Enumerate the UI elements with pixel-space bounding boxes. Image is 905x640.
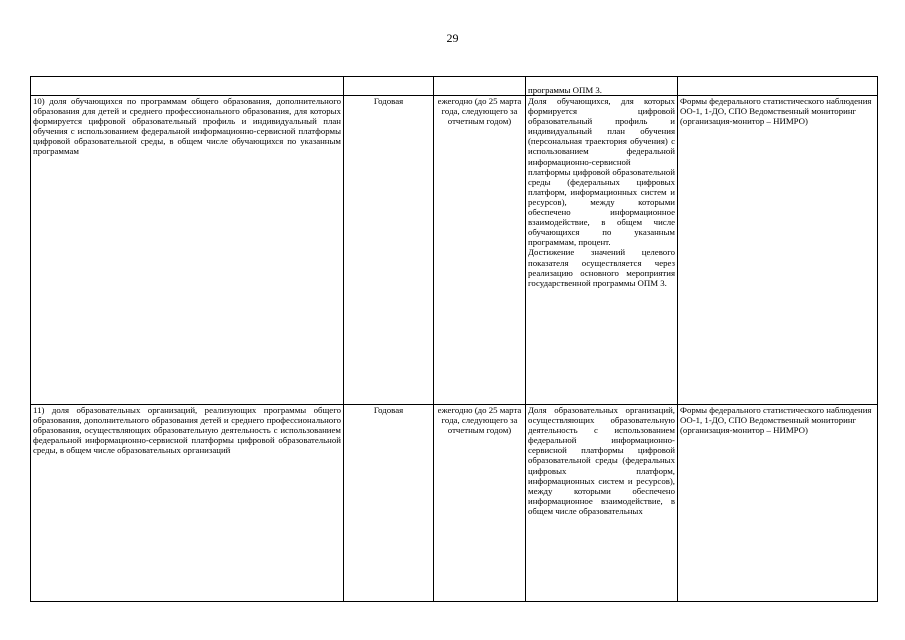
source-cell	[678, 77, 878, 96]
indicators-table	[30, 76, 878, 602]
periodicity-cell	[344, 77, 434, 96]
indicator-cell: 11) доля образовательных организаций, реализующих программы общего образования, дополнительного образования детей и среднего профессионального образования, осуществляющих образовательную деятельность с использованием федеральной информационно-сервисной платформы цифровой образовательной среды, в общем числе образовательных организаций	[31, 405, 344, 602]
table-row	[31, 77, 878, 96]
page-number: 29	[446, 31, 459, 45]
description-cell	[526, 77, 678, 96]
indicator-cell: 10) доля обучающихся по программам общего образования, дополнительного образования для детей и среднего профессионального образования, для которых формируется цифровой образовательный профиль и индивидуальный план обучения с использованием федеральной информационно-сервисной платформы цифровой образовательной среды, в общем числе обучающихся по указанным программам	[31, 96, 344, 405]
description-cell	[526, 96, 678, 405]
table-row	[31, 96, 878, 405]
source-cell: Формы федерального статистического наблюдения ОО-1, 1-ДО, СПО Ведомственный мониторинг (организация-монитор – НИМРО)	[678, 96, 878, 405]
table-row	[31, 405, 878, 602]
description-cell	[526, 405, 678, 602]
description-clip	[528, 405, 675, 516]
description-paragraph: Доля обучающихся, для которых формируется цифровой образовательный профиль и индивидуальный план обучения (персональная траектория обучения) с использованием федеральной информационно-сервисной платформы цифровой образовательной среды (федеральных цифровых платформ, информационных систем и ресурсов), между которыми обеспечено информационное взаимодействие, в общем числе обучающихся по указанным программам, процент.	[528, 96, 675, 248]
periodicity-cell: Годовая	[344, 405, 434, 602]
description-paragraph: Достижение значений целевого показателя осуществляется через реализацию основного мероприятия государственной программы ОПМ 3.	[528, 247, 675, 288]
description-paragraph: Доля образовательных организаций, осуществляющих образовательную деятельность с использованием федеральной информационно-сервисной платформы цифровой образовательной среды (федеральных цифровых платформ, информационных систем и ресурсов), между которыми обеспечено информационное взаимодействие, в общем числе образовательных	[528, 405, 675, 516]
description-paragraph: программы ОПМ 3.	[528, 84, 602, 95]
deadline-cell	[434, 77, 526, 96]
deadline-cell: ежегодно (до 25 марта года, следующего за отчетным годом)	[434, 405, 526, 602]
indicator-cell	[31, 77, 344, 96]
source-cell: Формы федерального статистического наблюдения ОО-1, 1-ДО, СПО Ведомственный мониторинг (организация-монитор – НИМРО)	[678, 405, 878, 602]
deadline-cell: ежегодно (до 25 марта года, следующего за отчетным годом)	[434, 96, 526, 405]
periodicity-cell: Годовая	[344, 96, 434, 405]
